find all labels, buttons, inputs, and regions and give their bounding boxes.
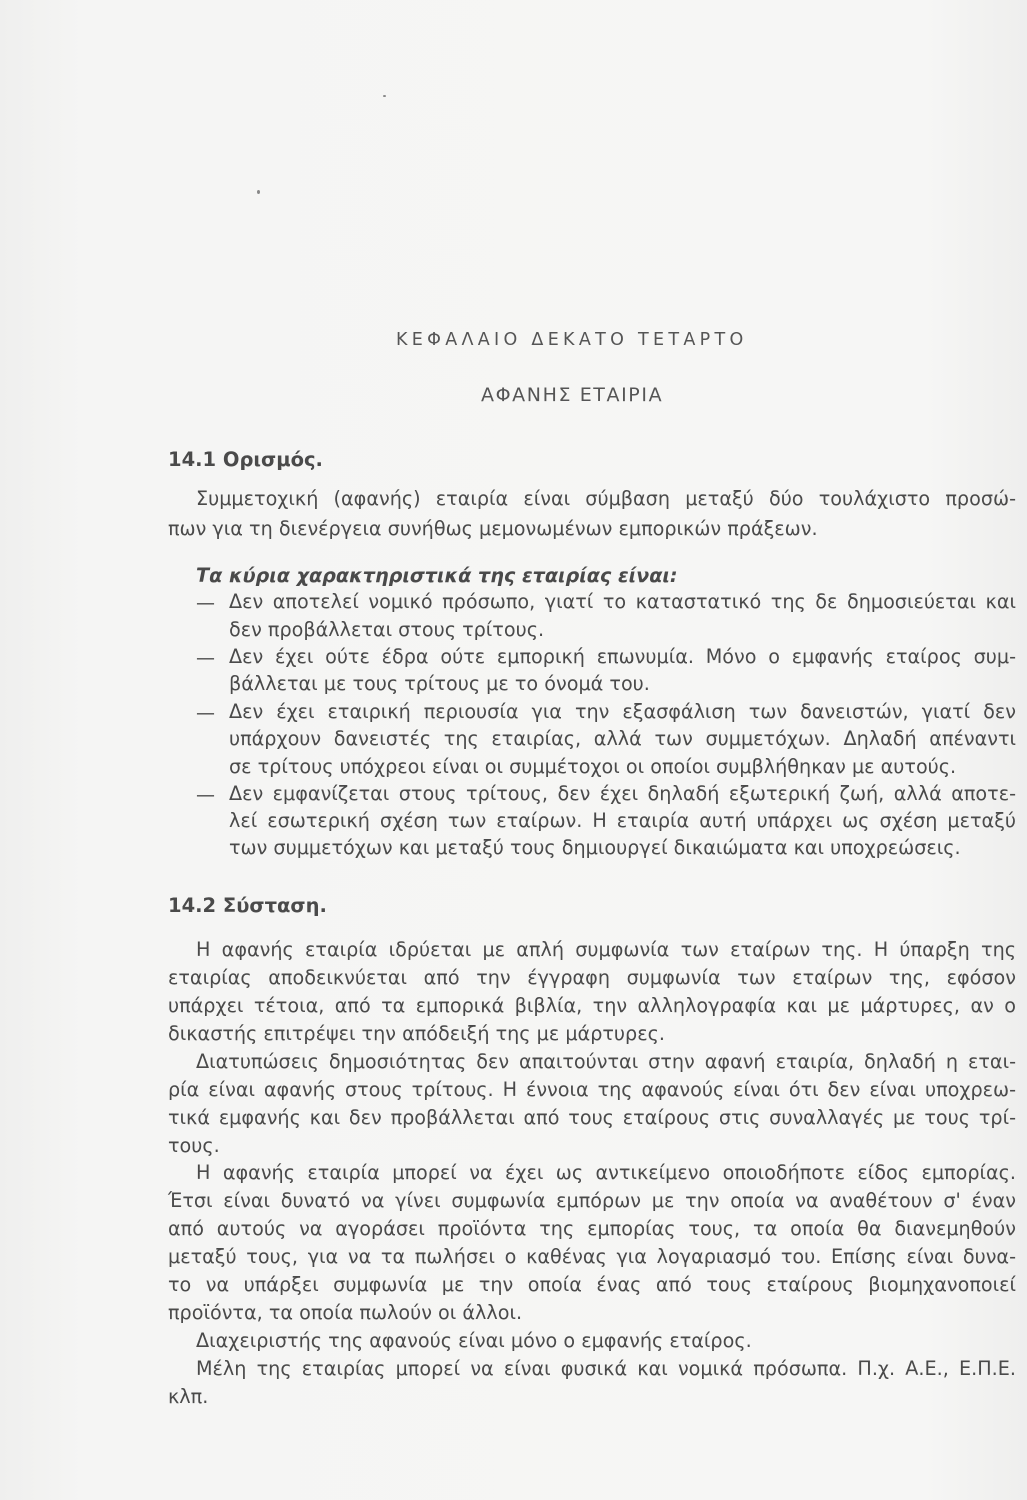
feature-line: Δεν έχει ούτε έδρα ούτε εμπορική επωνυμία. Μόνο ο εμφανής εταίρος συμ- [229, 645, 1016, 668]
list-dash: — [196, 784, 215, 806]
paragraph-line: το να υπάρξει συμφωνία με την οποία ένας από τους εταίρους βιομηχανοποιεί [168, 1273, 1016, 1296]
feature-line: Δεν αποτελεί νομικό πρόσωπο, γιατί το καταστατικό της δε δημοσιεύεται και [229, 590, 1016, 613]
paragraph-line: Διαχειριστής της αφανούς είναι μόνο ο εμφανής εταίρος. [196, 1329, 752, 1352]
paragraph-line: υπάρχει τέτοια, από τα εμπορικά βιβλία, την αλληλογραφία και με μάρτυρες, αν ο [168, 994, 1016, 1017]
paragraph-line: εταιρίας αποδεικνύεται από την έγγραφη συμφωνία των εταίρων της, εφόσον [168, 966, 1016, 989]
feature-line: Δεν εμφανίζεται στους τρίτους, δεν έχει δηλαδή εξωτερική ζωή, αλλά αποτε- [229, 782, 1016, 805]
paragraph-line: τικά εμφανής και δεν προβάλλεται από τους εταίρους στις συναλλαγές με τους τρί- [168, 1106, 1016, 1129]
section-heading-formation: 14.2 Σύσταση. [168, 894, 327, 917]
paragraph-line: ρία είναι αφανής στους τρίτους. Η έννοια της αφανούς είναι ότι δεν είναι υποχρεω- [168, 1078, 1016, 1101]
scan-speck [257, 190, 260, 194]
chapter-title: ΑΦΑΝΗΣ ΕΤΑΙΡΙΑ [481, 384, 664, 406]
paragraph-line: από αυτούς να αγοράσει προϊόντα της εμπορίας τους, τα οποία θα διανεμηθούν [168, 1217, 1016, 1240]
list-dash: — [196, 647, 215, 669]
feature-line: βάλλεται με τους τρίτους με το όνομά του. [229, 672, 650, 695]
paragraph-line: Έτσι είναι δυνατό να γίνει συμφωνία εμπόρων με την οποία να αναθέτουν σ' έναν [168, 1189, 1016, 1212]
list-dash: — [196, 592, 215, 614]
section-heading-definition: 14.1 Ορισμός. [168, 448, 323, 471]
paragraph-line: κλπ. [168, 1385, 209, 1408]
feature-line: λεί εσωτερική σχέση των εταίρων. Η εταιρία αυτή υπάρχει ως σχέση μεταξύ [229, 809, 1016, 832]
features-intro: Τα κύρια χαρακτηριστικά της εταιρίας είναι: [196, 564, 678, 587]
feature-line: των συμμετόχων και μεταξύ τους δημιουργεί δικαιώματα και υποχρεώσεις. [229, 836, 961, 859]
definition-line: Συμμετοχική (αφανής) εταιρία είναι σύμβαση μεταξύ δύο τουλάχιστο προσώ- [196, 487, 1016, 510]
paragraph-line: δικαστής επιτρέψει την απόδειξή της με μάρτυρες. [168, 1022, 665, 1045]
feature-line: δεν προβάλλεται στους τρίτους. [229, 618, 545, 641]
paragraph-line: τους. [168, 1134, 220, 1157]
feature-line: Δεν έχει εταιρική περιουσία για την εξασφάλιση των δανειστών, γιατί δεν [229, 700, 1016, 723]
paragraph-line: Η αφανής εταιρία ιδρύεται με απλή συμφωνία των εταίρων της. Η ύπαρξη της [196, 938, 1016, 961]
paragraph-line: Διατυπώσεις δημοσιότητας δεν απαιτούνται στην αφανή εταιρία, δηλαδή η εται- [196, 1050, 1016, 1073]
paragraph-line: προϊόντα, τα οποία πωλούν οι άλλοι. [168, 1301, 523, 1324]
paragraph-line: Μέλη της εταιρίας μπορεί να είναι φυσικά και νομικά πρόσωπα. Π.χ. Α.Ε., Ε.Π.Ε. [196, 1357, 1016, 1380]
list-dash: — [196, 702, 215, 724]
paragraph-line: μεταξύ τους, για να τα πωλήσει ο καθένας για λογαριασμό του. Επίσης είναι δυνα- [168, 1245, 1016, 1268]
scan-speck [383, 95, 386, 97]
paragraph-line: Η αφανής εταιρία μπορεί να έχει ως αντικείμενο οποιοδήποτε είδος εμπορίας. [196, 1161, 1016, 1184]
chapter-label: ΚΕΦΑΛΑΙΟ ΔΕΚΑΤΟ ΤΕΤΑΡΤΟ [396, 330, 748, 350]
feature-line: υπάρχουν δανειστές της εταιρίας, αλλά των συμμετόχων. Δηλαδή απέναντι [229, 727, 1016, 750]
definition-line: πων για τη διενέργεια συνήθως μεμονωμένων εμπορικών πράξεων. [168, 517, 818, 540]
feature-line: σε τρίτους υπόχρεοι είναι οι συμμέτοχοι οι οποίοι συμβλήθηκαν με αυτούς. [229, 755, 957, 778]
